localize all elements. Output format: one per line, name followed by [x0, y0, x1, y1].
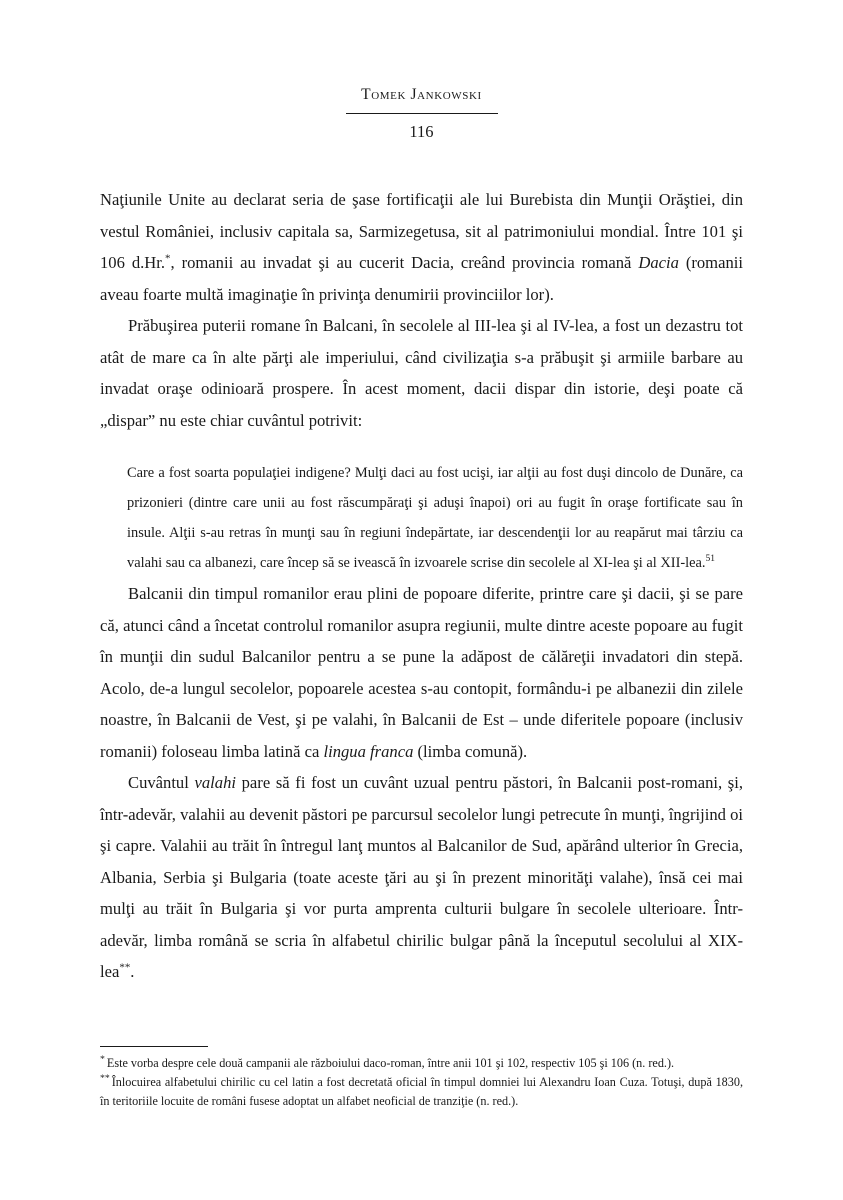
- paragraph-4-italic-valahi: valahi: [194, 773, 236, 792]
- header-divider: [346, 113, 498, 114]
- paragraph-1-text-b: , romanii au invadat şi au cucerit Dacia, creând provincia romană: [170, 253, 639, 272]
- block-quote-text: Care a fost soarta populaţiei indigene? Mulţi daci au fost ucişi, iar alţii au fost duşi dincolo de Dunăre, ca prizonieri (dintre care unii au fost răscumpăraţi şi aduşi înapoi) ori au fugit în oraşe fortificate sau în insule. Alţii s-au retras în munţi sau în regiuni îndepărtate, iar descendenţii lor au reapărut mai târziu ca valahi sau ca albanezi, care încep să se ivească în izvoarele scrise din secolele al XI-lea şi al XII-lea.: [127, 465, 743, 571]
- running-head: Tomek Jankowski: [361, 86, 482, 103]
- footnote-marker-double-asterisk: **: [119, 961, 131, 974]
- paragraph-4-text-b: pare să fi fost un cuvânt uzual pentru păstori, în Balcanii post-romani, şi, într-adevăr, valahii au devenit păstori pe parcursul secolelor lungi petrecute în munţi, îngrijind oi şi capre. Valahii au trăit în întregul lanţ muntos al Balcanilor de Sud, apărând ulterior în Grecia, Albania, Serbia şi Bulgaria (toate aceste ţări au şi în prezent minorităţi valahe), însă cei mai mulţi au trăit în Bulgaria şi vor purta amprenta culturii bulgare în secolele ulterioare. Într-adevăr, limba română se scria în alfabetul chirilic bulgar până la începutul secolului al XIX-lea: [100, 773, 744, 981]
- paragraph-1-text-c: (romanii aveau foarte multă imaginaţie în privinţa denumirii provinciilor lor).: [100, 253, 743, 304]
- paragraph-3-text-b: (limba comună).: [413, 741, 528, 761]
- footnote-divider: [100, 1046, 208, 1047]
- paragraph-4-text-a: Cuvântul: [128, 773, 195, 792]
- paragraph-4: [100, 767, 743, 988]
- paragraph-2: Prăbuşirea puterii romane în Balcani, în secolele al III-lea şi al IV-lea, a fost un dezastru tot atât de mare ca în alte părţi ale imperiului, când civilizaţia s-a prăbuşit şi armiile barbare au invadat oraşe odinioară prospere. În acest moment, dacii dispar din istorie, deşi poate că „dispar” nu este chiar cuvântul potrivit:: [100, 316, 743, 430]
- paragraph-1-text-a: Naţiunile Unite au declarat seria de şase fortificaţii ale lui Burebista din Munţii Orăştiei, din vestul României, inclusiv capitala sa, Sarmizegetusa, sit al patrimoniului mondial. Între 101 şi 106 d.Hr.: [100, 190, 743, 272]
- paragraph-1-italic-dacia: Dacia: [638, 253, 679, 272]
- paragraph-3-italic-lingua-franca: lingua franca: [323, 741, 414, 761]
- footnote-1-text: Este vorba despre cele două campanii ale războiului daco-roman, între anii 101 şi 102, respectiv 105 şi 106 (n. red.).: [106, 1056, 675, 1070]
- endnote-reference-51: 51: [705, 554, 716, 565]
- block-quote: [100, 458, 743, 578]
- page-content: [100, 0, 743, 1200]
- footnote-2: [100, 1073, 743, 1111]
- paragraph-4-text-c: .: [130, 962, 135, 981]
- footnote-1-marker: *: [100, 1053, 105, 1065]
- page-number: 116: [409, 122, 434, 141]
- footnote-area: [100, 1046, 743, 1111]
- paragraph-1: [100, 184, 743, 310]
- body-text: [100, 184, 743, 988]
- paragraph-3: [100, 578, 743, 767]
- footnote-marker-asterisk: *: [165, 252, 171, 265]
- footnote-2-marker: **: [100, 1072, 110, 1084]
- paragraph-3-text-a: Balcanii din timpul romanilor erau plini de popoare diferite, printre care şi dacii, şi se pare că, atunci când a încetat controlul romanilor asupra regiunii, multe dintre aceste popoare au fugit în munţii din sudul Balcanilor pentru a se pune la adăpost de călăreţii invadatori din stepă. Acolo, de-a lungul secolelor, popoarele acestea s-au contopit, formându-i pe albanezii din zilele noastre, în Balcanii de Vest, şi pe valahi, în Balcanii de Est – unde diferitele popoare (inclusiv romanii) foloseau limba latină ca: [100, 584, 743, 761]
- footnote-2-text: Înlocuirea alfabetului chirilic cu cel latin a fost decretată oficial în timpul domniei lui Alexandru Ioan Cuza. Totuşi, după 1830, în teritoriile locuite de români fusese adoptat un alfabet neoficial de tranziţie (n. red.).: [100, 1075, 743, 1108]
- block-quote-paragraph: [127, 458, 743, 578]
- footnote-1: [100, 1054, 743, 1073]
